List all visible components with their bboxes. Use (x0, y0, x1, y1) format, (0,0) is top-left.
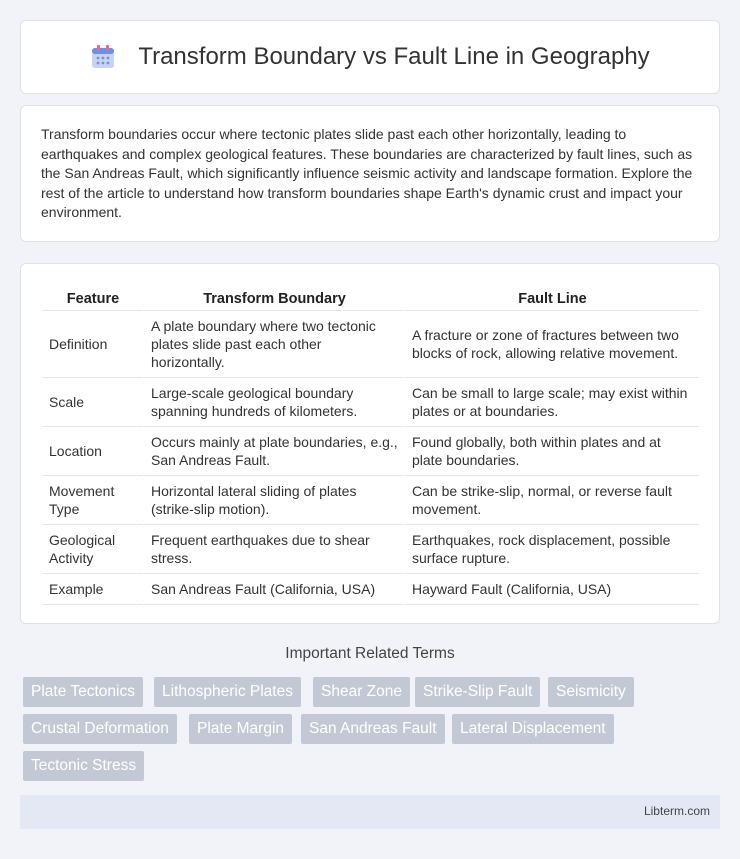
tag-shear-zone[interactable]: Shear Zone (313, 677, 410, 707)
transform-boundary-cell: Occurs mainly at plate boundaries, e.g., San Andreas Fault. (143, 427, 404, 476)
table-header-row (43, 284, 699, 311)
tag-lateral-displacement[interactable]: Lateral Displacement (452, 714, 614, 744)
fault-line-cell: Hayward Fault (California, USA) (404, 574, 699, 605)
feature-cell: Example (43, 574, 143, 605)
table-row (43, 476, 699, 525)
footer-site-link[interactable]: Libterm.com (643, 804, 710, 818)
title-card (20, 20, 720, 94)
comparison-table (43, 284, 699, 605)
table-row (43, 574, 699, 605)
tag-plate-margin[interactable]: Plate Margin (189, 714, 292, 744)
tag-seismicity[interactable]: Seismicity (548, 677, 634, 707)
header-transform-boundary: Transform Boundary (143, 284, 404, 311)
related-terms-heading: Important Related Terms (285, 645, 455, 662)
transform-boundary-cell: A plate boundary where two tectonic plates slide past each other horizontally. (143, 311, 404, 378)
fault-line-cell: Found globally, both within plates and at plate boundaries. (404, 427, 699, 476)
transform-boundary-cell: Large-scale geological boundary spanning hundreds of kilometers. (143, 378, 404, 427)
footer (20, 795, 720, 829)
table-row (43, 378, 699, 427)
calendar-icon (90, 44, 116, 70)
intro-card (20, 105, 720, 242)
feature-cell: Scale (43, 378, 143, 427)
feature-cell: Definition (43, 311, 143, 378)
feature-cell: Geological Activity (43, 525, 143, 574)
feature-cell: Location (43, 427, 143, 476)
tag-plate-tectonics[interactable]: Plate Tectonics (23, 677, 143, 707)
tag-lithospheric-plates[interactable]: Lithospheric Plates (154, 677, 301, 707)
tag-tectonic-stress[interactable]: Tectonic Stress (23, 751, 144, 781)
table-row (43, 427, 699, 476)
fault-line-cell: Earthquakes, rock displacement, possible surface rupture. (404, 525, 699, 574)
fault-line-cell: A fracture or zone of fractures between two blocks of rock, allowing relative movement. (404, 311, 699, 378)
feature-cell: Movement Type (43, 476, 143, 525)
table-row (43, 311, 699, 378)
fault-line-cell: Can be strike-slip, normal, or reverse fault movement. (404, 476, 699, 525)
header-feature: Feature (43, 284, 143, 311)
transform-boundary-cell: San Andreas Fault (California, USA) (143, 574, 404, 605)
tag-crustal-deformation[interactable]: Crustal Deformation (23, 714, 177, 744)
table-row (43, 525, 699, 574)
page-title: Transform Boundary vs Fault Line in Geography (138, 43, 650, 70)
tag-strike-slip-fault[interactable]: Strike-Slip Fault (415, 677, 540, 707)
fault-line-cell: Can be small to large scale; may exist within plates or at boundaries. (404, 378, 699, 427)
header-fault-line: Fault Line (404, 284, 699, 311)
transform-boundary-cell: Horizontal lateral sliding of plates (strike-slip motion). (143, 476, 404, 525)
intro-paragraph: Transform boundaries occur where tectonic plates slide past each other horizontally, leading to earthquakes and complex geological features. These boundaries are characterized by fault lines, such as the San Andreas Fault, which significantly influence seismic activity and landscape formation. Explore the rest of the article to understand how transform boundaries shape Earth's dynamic crust and impact your environment. (41, 126, 693, 221)
transform-boundary-cell: Frequent earthquakes due to shear stress. (143, 525, 404, 574)
comparison-card (20, 263, 720, 624)
tag-san-andreas-fault[interactable]: San Andreas Fault (301, 714, 445, 744)
